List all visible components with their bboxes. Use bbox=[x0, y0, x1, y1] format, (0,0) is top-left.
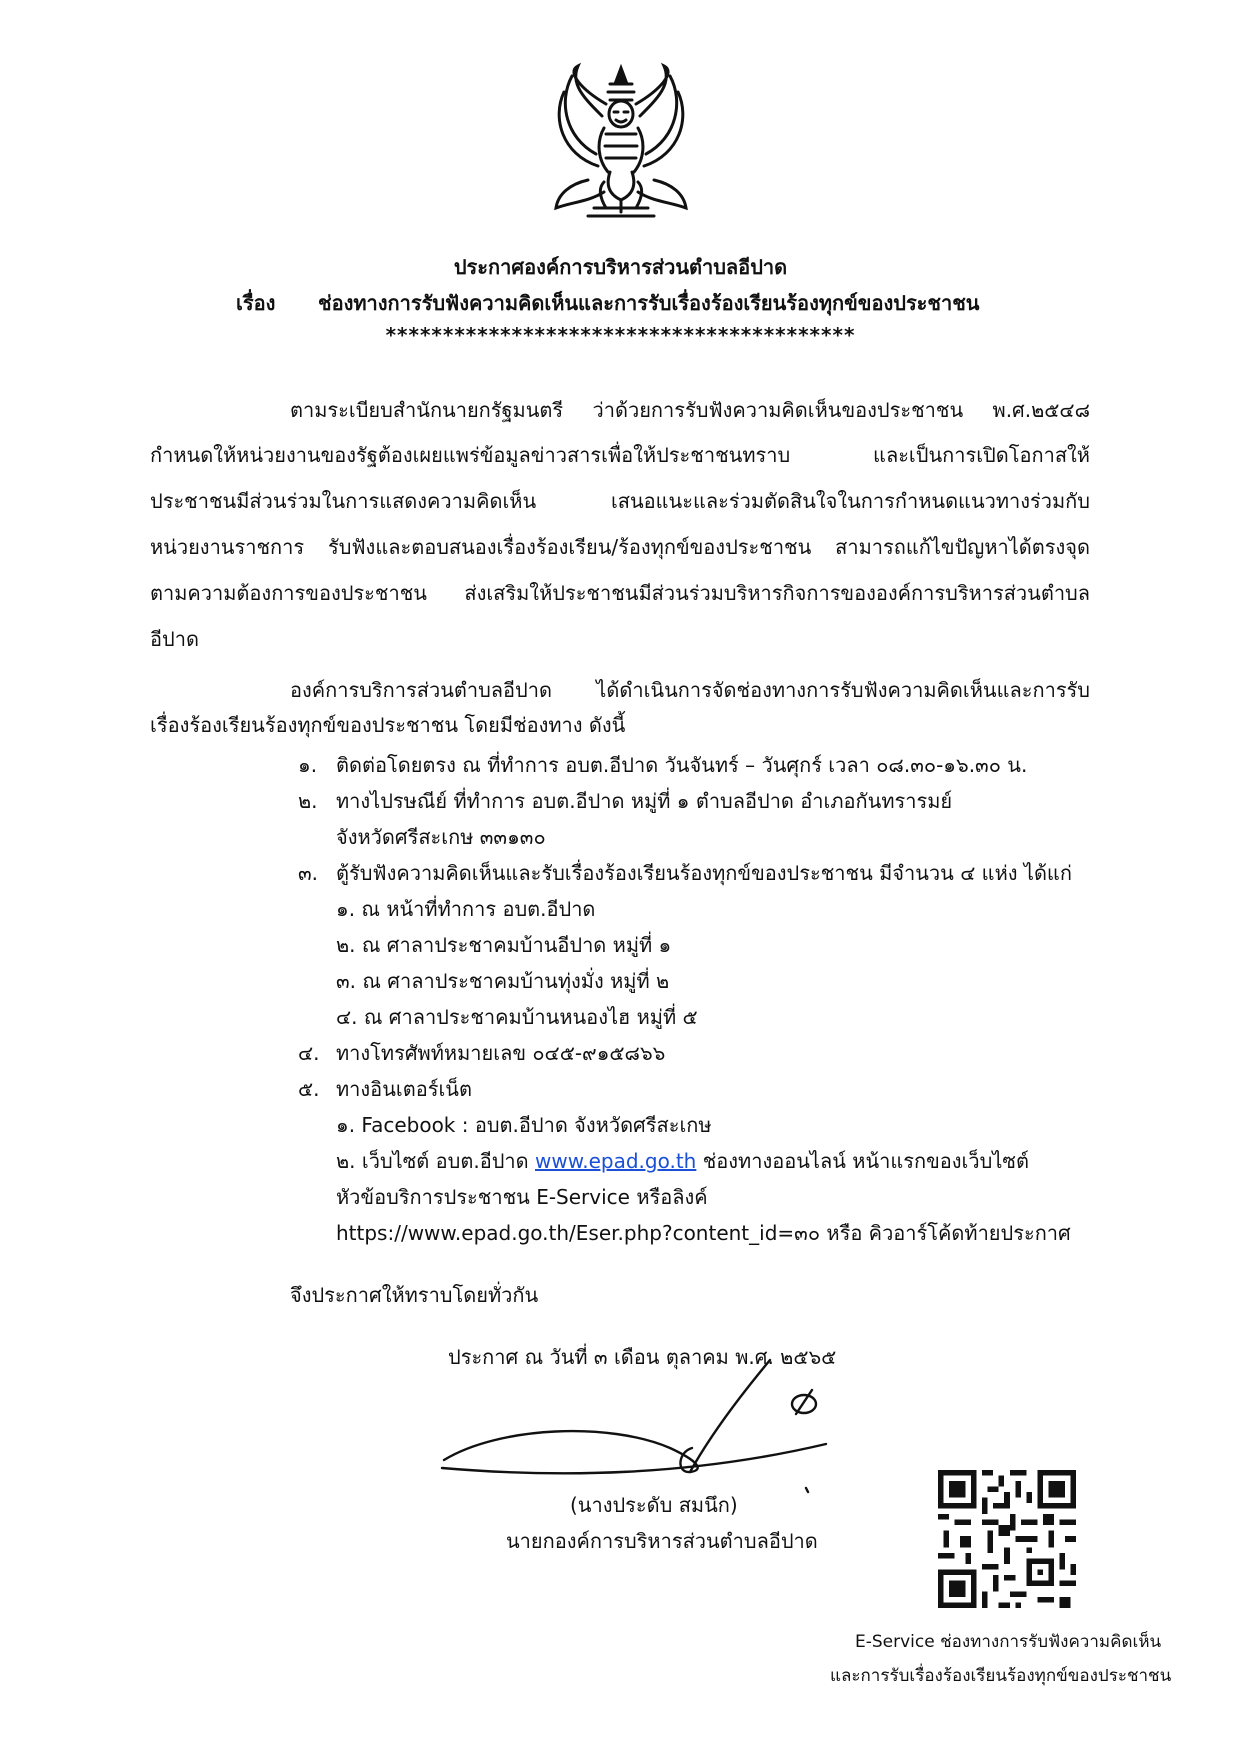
website-line-2: หัวข้อบริการประชาชน E-Service หรือลิงค์ bbox=[336, 1185, 708, 1209]
signer-position: นายกองค์การบริหารส่วนตำบลอีปาด bbox=[506, 1529, 818, 1553]
channel-2-text-cont: จังหวัดศรีสะเกษ ๓๓๑๓๐ bbox=[336, 825, 546, 849]
announcement-date: ประกาศ ณ วันที่ ๓ เดือน ตุลาคม พ.ศ. ๒๕๖๕ bbox=[448, 1345, 837, 1369]
qr-code[interactable] bbox=[938, 1470, 1076, 1608]
channel-1-text: ติดต่อโดยตรง ณ ที่ทำการ อบต.อีปาด วันจันทร์ – วันศุกร์ เวลา ๐๘.๓๐-๑๖.๓๐ น. bbox=[336, 753, 1028, 777]
box-location: ๒. ณ ศาลาประชาคมบ้านอีปาด หมู่ที่ ๑ bbox=[336, 933, 672, 957]
channel-4-text: ทางโทรศัพท์หมายเลข ๐๔๕-๙๑๕๘๖๖ bbox=[336, 1041, 666, 1065]
header-divider: ***************************************** bbox=[385, 323, 856, 347]
para1-line: ประชาชนมีส่วนร่วมในการแสดงความคิดเห็น เสนอแนะและร่วมตัดสินใจในการกำหนดแนวทางร่วมกับ bbox=[150, 489, 1090, 513]
para1-line: กำหนดให้หน่วยงานของรัฐต้องเผยแพร่ข้อมูลข่าวสารเพื่อให้ประชาชนทราบ และเป็นการเปิดโอกาสให้ bbox=[150, 443, 1090, 467]
para1-line: ตามระเบียบสำนักนายกรัฐมนตรี ว่าด้วยการรับฟังความคิดเห็นของประชาชน พ.ศ.๒๕๔๘ bbox=[290, 398, 1090, 422]
channel-3-number: ๓. bbox=[298, 861, 319, 885]
channel-4-number: ๔. bbox=[298, 1041, 320, 1065]
subject-text: ช่องทางการรับฟังความคิดเห็นและการรับเรื่องร้องเรียนร้องทุกข์ของประชาชน bbox=[318, 291, 980, 315]
channel-3-text: ตู้รับฟังความคิดเห็นและรับเรื่องร้องเรียนร้องทุกข์ของประชาชน มีจำนวน ๔ แห่ง ได้แก่ bbox=[336, 861, 1072, 885]
para2-line: เรื่องร้องเรียนร้องทุกข์ของประชาชน โดยมีช่องทาง ดังนี้ bbox=[150, 713, 626, 737]
channel-1-number: ๑. bbox=[298, 753, 318, 777]
website-prefix: ๒. เว็บไซต์ อบต.อีปาด bbox=[336, 1149, 529, 1173]
para2-line: องค์การบริการส่วนตำบลอีปาด ได้ดำเนินการจัดช่องทางการรับฟังความคิดเห็นและการรับ bbox=[290, 678, 1090, 702]
website-channel bbox=[336, 1146, 1029, 1176]
para1-line: ตามความต้องการของประชาชน ส่งเสริมให้ประชาชนมีส่วนร่วมบริหารกิจการขององค์การบริหารส่วนตำบล bbox=[150, 581, 1090, 605]
qr-caption-line-1: E-Service ช่องทางการรับฟังความคิดเห็น bbox=[855, 1632, 1162, 1652]
channel-5-number: ๕. bbox=[298, 1077, 320, 1101]
box-location: ๑. ณ หน้าที่ทำการ อบต.อีปาด bbox=[336, 897, 596, 921]
signer-name: (นางประดับ สมนึก) bbox=[570, 1493, 738, 1517]
qr-caption-line-2: และการรับเรื่องร้องเรียนร้องทุกข์ของประชาชน bbox=[830, 1666, 1172, 1686]
garuda-emblem-icon bbox=[548, 62, 694, 224]
channel-2-number: ๒. bbox=[298, 789, 318, 813]
box-location: ๔. ณ ศาลาประชาคมบ้านหนองไฮ หมู่ที่ ๕ bbox=[336, 1005, 698, 1029]
announcement-title: ประกาศองค์การบริหารส่วนตำบลอีปาด bbox=[453, 255, 788, 279]
closing-statement: จึงประกาศให้ทราบโดยทั่วกัน bbox=[290, 1283, 539, 1307]
facebook-channel: ๑. Facebook : อบต.อีปาด จังหวัดศรีสะเกษ bbox=[336, 1113, 712, 1137]
channel-5-text: ทางอินเตอร์เน็ต bbox=[336, 1077, 472, 1101]
subject-label: เรื่อง bbox=[236, 291, 276, 315]
para1-line: อีปาด bbox=[150, 627, 199, 651]
box-location: ๓. ณ ศาลาประชาคมบ้านทุ่งมั่ง หมู่ที่ ๒ bbox=[336, 969, 670, 993]
website-link[interactable]: www.epad.go.th bbox=[534, 1149, 697, 1173]
para1-line: หน่วยงานราชการ รับฟังและตอบสนองเรื่องร้องเรียน/ร้องทุกข์ของประชาชน สามารถแก้ไขปัญหาได้ตรงจุด bbox=[150, 535, 1090, 559]
signature-image bbox=[440, 1356, 830, 1496]
channel-2-text: ทางไปรษณีย์ ที่ทำการ อบต.อีปาด หมู่ที่ ๑ ตำบลอีปาด อำเภอกันทรารมย์ bbox=[336, 789, 953, 813]
website-line-3: https://www.epad.go.th/Eser.php?content_id=๓๐ หรือ คิวอาร์โค้ดท้ายประกาศ bbox=[336, 1221, 1071, 1245]
website-suffix: ช่องทางออนไลน์ หน้าแรกของเว็บไซต์ bbox=[702, 1149, 1029, 1173]
